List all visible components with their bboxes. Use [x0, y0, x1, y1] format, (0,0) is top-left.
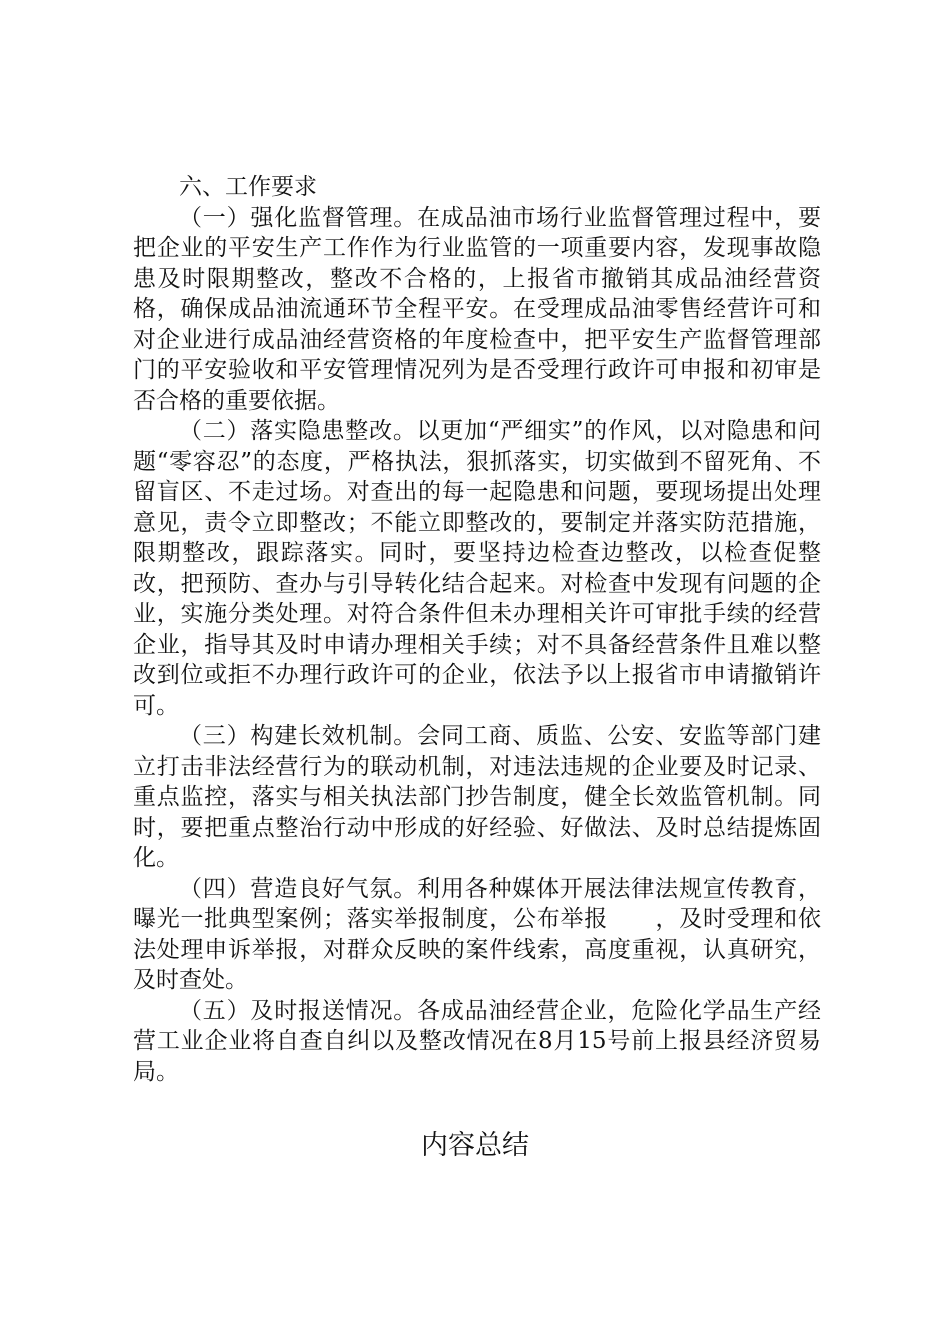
paragraph-1: （一）强化监督管理。在成品油市场行业监督管理过程中，要把企业的平安生产工作作为行业监管的一项重要内容，发现事故隐患及时限期整改，整改不合格的，上报省市撤销其成品油经营资格，确保成品油流通环节全程平安。在受理成品油零售经营许可和对企业进行成品油经营资格的年度检查中，把平安生产监督管理部门的平安验收和平安管理情况列为是否受理行政许可申报和初审是否合格的重要依据。	[133, 204, 821, 414]
paragraph-5: （五）及时报送情况。各成品油经营企业，危险化学品生产经营工业企业将自查自纠以及整改情况在8月15号前上报县经济贸易局。	[133, 997, 821, 1085]
paragraph-2: （二）落实隐患整改。以更加“严细实”的作风，以对隐患和问题“零容忍”的态度，严格执法，狠抓落实，切实做到不留死角、不留盲区、不走过场。对查出的每一起隐患和问题，要现场提出处理意见，责令立即整改；不能立即整改的，要制定并落实防范措施，限期整改，跟踪落实。同时，要坚持边检查边整改，以检查促整改，把预防、查办与引导转化结合起来。对检查中发现有问题的企业，实施分类处理。对符合条件但未办理相关许可审批手续的经营企业，指导其及时申请办理相关手续；对不具备经营条件且难以整改到位或拒不办理行政许可的企业，依法予以上报省市申请撤销许可。	[133, 418, 821, 719]
paragraph-4: （四）营造良好气氛。利用各种媒体开展法律法规宣传教育，曝光一批典型案例；落实举报制度，公布举报 ，及时受理和依法处理申诉举报，对群众反映的案件线索，高度重视，认真研究，及时查处。	[133, 875, 821, 993]
section-heading: 六、工作要求	[179, 174, 317, 200]
paragraph-3: （三）构建长效机制。会同工商、质监、公安、安监等部门建立打击非法经营行为的联动机制，对违法违规的企业要及时记录、重点监控，落实与相关执法部门抄告制度，健全长效监管机制。同时，要把重点整治行动中形成的好经验、好做法、及时总结提炼固化。	[133, 723, 821, 871]
summary-title: 内容总结	[421, 1130, 529, 1161]
document-body	[133, 172, 821, 1087]
